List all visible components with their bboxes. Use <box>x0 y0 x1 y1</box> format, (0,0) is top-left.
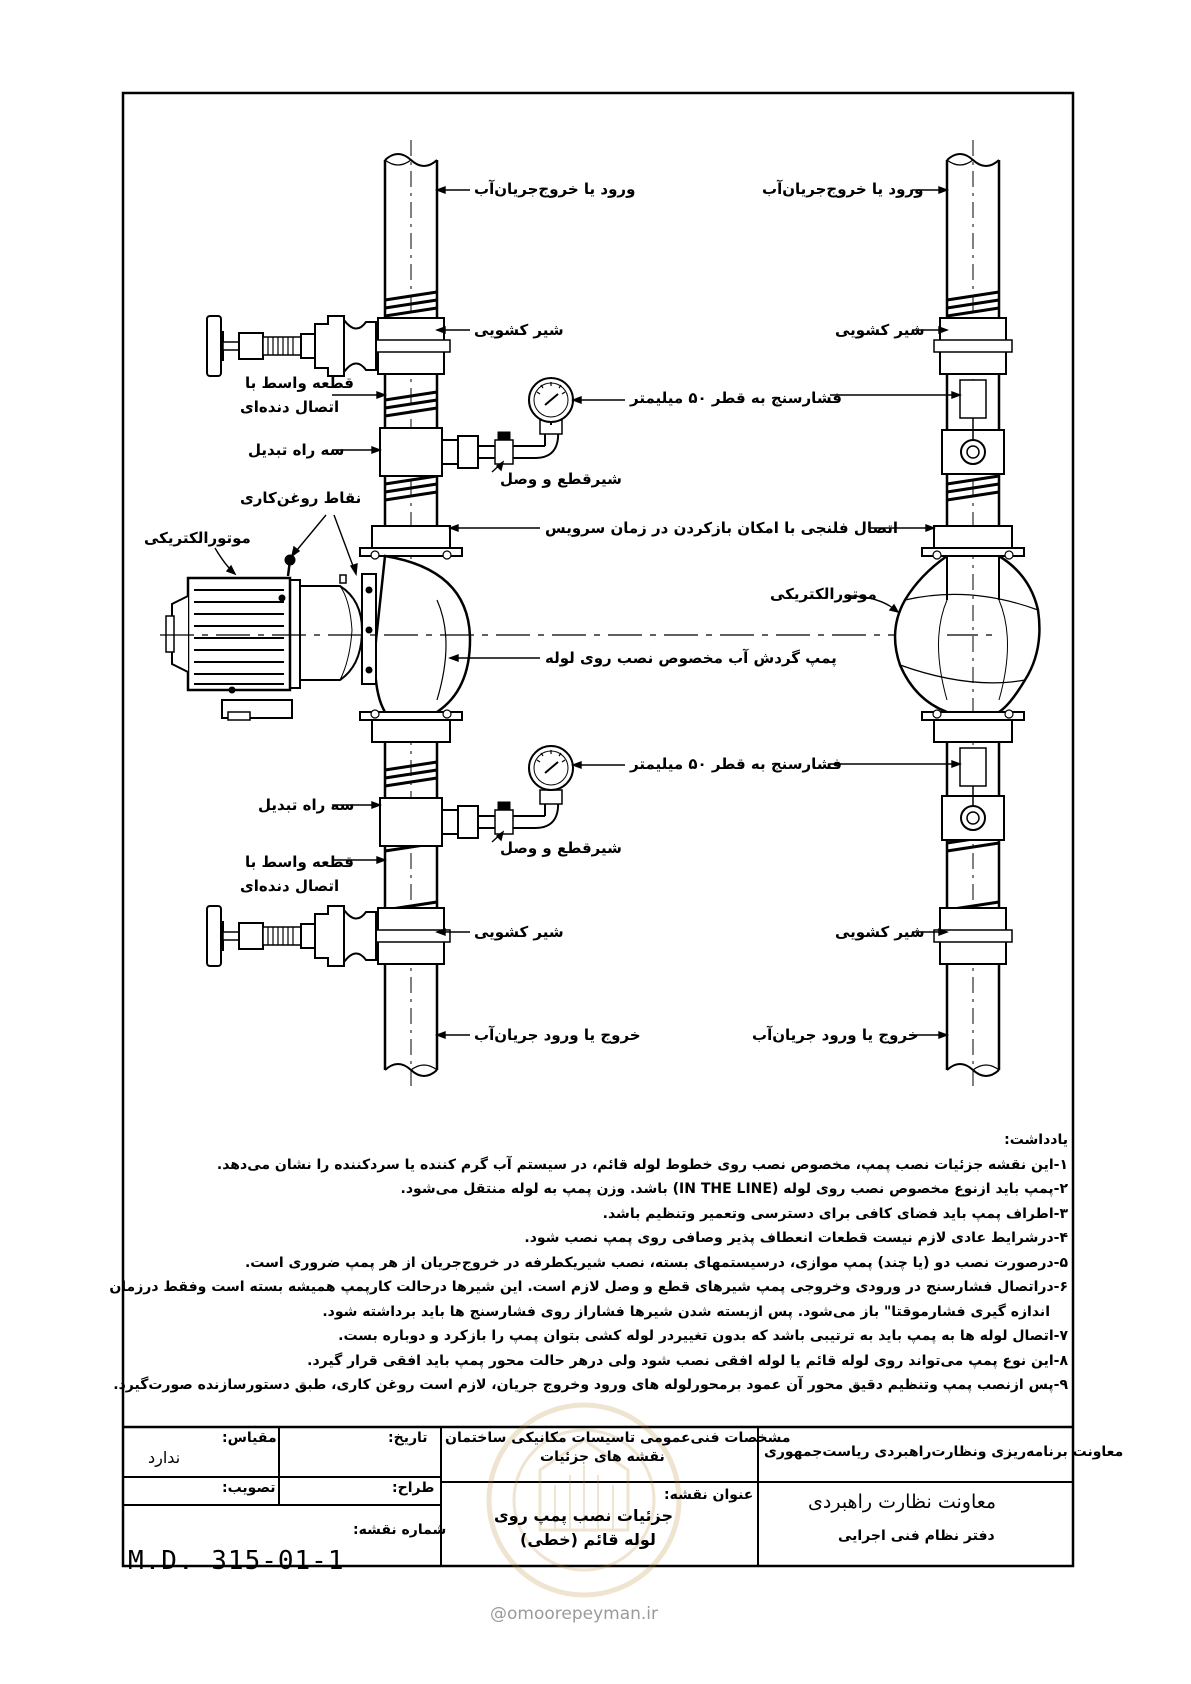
label-gauge-top: فشارسنج به قطر ۵۰ میلیمتر <box>630 389 842 407</box>
label-cock-union-top: شیرقطع و وصل <box>500 470 622 488</box>
drawing-number: M.D. 315-01-1 <box>128 1546 345 1576</box>
note-item: ۳-اطراف پمپ باید فضای کافی برای دسترسی وتعمیر وتنظیم باشد. <box>602 1205 1068 1222</box>
org-line2: معاونت نظارت راهبردی <box>808 1491 997 1513</box>
label-gate-valve-bottom-left: شیر کشویی <box>474 923 564 941</box>
label-gate-valve-top-left: شیر کشویی <box>474 321 564 339</box>
designer-label: طراح: <box>392 1480 435 1496</box>
spec-line2: نقشه های جزئیات <box>540 1449 665 1465</box>
label-nipple-top-line1: قطعه واسط با <box>245 374 354 392</box>
note-item: ۴-درشرایط عادی لازم نیست قطعات انعطاف پذیر وصافی روی پمپ نصب شود. <box>524 1230 1068 1246</box>
notes-section <box>109 1128 1068 1398</box>
label-flange-union: اتصال فلنجی با امکان بازکردن در زمان سرویس <box>545 519 899 537</box>
org-line3: دفتر نظام فنی اجرایی <box>838 1528 995 1544</box>
scale-value: ندارد <box>148 1448 181 1467</box>
label-outlet-inlet-bottom-left: خروج یا ورود جریان‌آب <box>474 1026 641 1044</box>
note-item: ۸-این نوع پمپ می‌تواند روی لوله قائم یا لوله افقی نصب شود ولی درهر حالت محور پمپ باید افقی قرار گیرد. <box>307 1352 1068 1369</box>
scale-label: مقیاس: <box>222 1430 277 1446</box>
note-item: ۵-درصورت نصب دو (یا چند) پمپ موازی، درسیستمهای بسته، نصب شیریکطرفه در خروج‌جریان از هر پمپ ضروری است. <box>244 1254 1068 1271</box>
org-line1: معاونت برنامه‌ریزی ونظارت‌راهبردی ریاست‌جمهوری <box>764 1444 1124 1460</box>
notes-title: یادداشت: <box>1004 1132 1068 1148</box>
label-gate-valve-top-right: شیر کشویی <box>835 321 925 339</box>
note-item-continued: اندازه گیری فشارموقتا" باز می‌شود. پس ازبسته شدن شیرها فشاراز روی فشارسنج ها باید برداشته شود. <box>322 1303 1050 1320</box>
label-tee-bottom: سه راه تبدیل <box>258 796 355 814</box>
drawing-no-label: شماره نقشه: <box>353 1522 447 1538</box>
note-item: ۲-پمپ باید ازنوع مخصوص نصب روی لوله (IN THE LINE) باشد. وزن پمپ به لوله منتقل می‌شود. <box>400 1181 1068 1197</box>
date-label: تاریخ: <box>388 1430 428 1446</box>
label-cock-union-bottom: شیرقطع و وصل <box>500 839 622 857</box>
note-item: ۷-اتصال لوله ها به پمپ باید به ترتیبی باشد که بدون تغییردر لوله کشی بتوان پمپ را بازکرد و دوباره بست. <box>338 1328 1068 1344</box>
label-gauge-bottom: فشارسنج به قطر ۵۰ میلیمتر <box>630 755 842 773</box>
label-gate-valve-bottom-right: شیر کشویی <box>835 923 925 941</box>
approval-label: تصویب: <box>222 1480 276 1496</box>
label-tee-top: سه راه تبدیل <box>248 441 345 459</box>
watermark: @omoorepeyman.ir <box>490 1604 659 1624</box>
label-nipple-bottom-line1: قطعه واسط با <box>245 853 354 871</box>
label-outlet-inlet-bottom-right: خروج یا ورود جریان‌آب <box>752 1026 919 1044</box>
left-assembly <box>166 140 573 1090</box>
drawing-title-line1: جزئیات نصب پمپ روی <box>494 1506 674 1525</box>
drawing-title-line2: لوله قائم (خطی) <box>520 1530 656 1549</box>
label-pump: پمپ گردش آب مخصوص نصب روی لوله <box>545 649 837 667</box>
right-assembly <box>895 140 1039 1090</box>
note-item: ۶-دراتصال فشارسنج در ورودی وخروجی پمپ شیرهای قطع و وصل لازم است. این شیرها درحالت کارپمپ همیشه بسته است وفقط درزمان <box>109 1279 1068 1295</box>
note-item: ۹-پس ازنصب پمپ وتنظیم دقیق محور آن عمود برمحورلوله های ورود وخروج جریان، لازم است روغن کاری، طبق دستورسازنده صورت‌گیرد. <box>113 1377 1068 1393</box>
drawing-title-label: عنوان نقشه: <box>664 1487 754 1503</box>
label-inlet-outlet-top-right: ورود یا خروج‌جریان‌آب <box>762 180 924 198</box>
note-item: ۱-این نقشه جزئیات نصب پمپ، مخصوص نصب روی خطوط لوله قائم، در سیستم آب گرم کننده یا سردکننده را نشان می‌دهد. <box>216 1156 1068 1173</box>
spec-line1: مشخصات فنی‌عمومی تاسیسات مکانیکی ساختمان <box>445 1430 791 1446</box>
label-nipple-bottom-line2: اتصال دنده‌ای <box>240 877 340 895</box>
label-nipple-top-line2: اتصال دنده‌ای <box>240 398 340 416</box>
label-motor-right: موتورالکتریکی <box>770 585 877 603</box>
label-lube-points: نقاط روغن‌کاری <box>240 489 362 507</box>
label-motor-left: موتورالکتریکی <box>144 529 251 547</box>
label-inlet-outlet-top-left: ورود یا خروج‌جریان‌آب <box>474 180 636 198</box>
